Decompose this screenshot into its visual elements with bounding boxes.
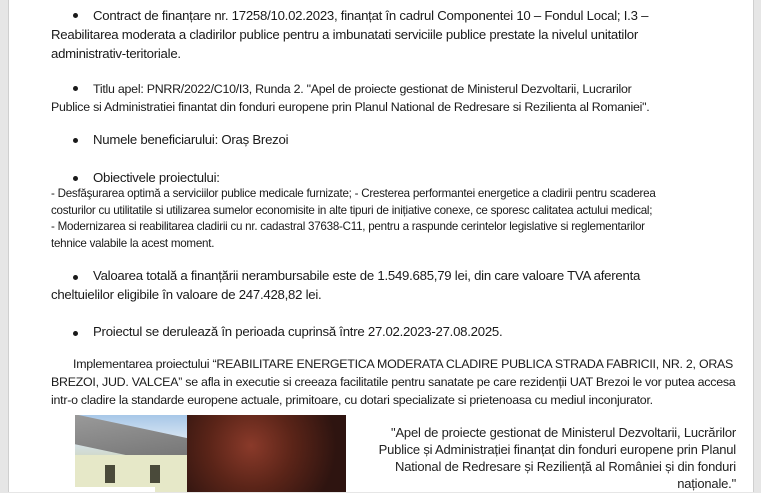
bullet-icon bbox=[73, 275, 78, 280]
contract-line-1: Contract de finanțare nr. 17258/10.02.2023, finanțat în cadrul Componentei 10 – Fondul Local; I.3 – bbox=[93, 8, 649, 23]
contract-line-2: Reabilitarea moderata a cladirilor publice pentru a imbunatati serviciile publice prestate la nivelul unitatilor bbox=[51, 27, 639, 42]
bullet-icon bbox=[73, 331, 78, 336]
building-photo bbox=[75, 415, 346, 492]
obiective-line-1: - Desfăşurarea optimă a serviciilor publice medicale furnizate; - Cresterea performantei energetice a cladirii pentru scaderea bbox=[51, 187, 656, 200]
quote-line-2: Publice și Administrației finanțat din fonduri europene prin Planul bbox=[378, 442, 736, 457]
quote-line-3: National de Redresare și Reziliență al României și din fonduri bbox=[395, 459, 736, 474]
implementare-line-1: Implementarea proiectului “REABILITARE ENERGETICA MODERATA CLADIRE PUBLICA STRADA FABRICII, NR. 2, ORAS bbox=[73, 357, 734, 371]
obiective-line-3: - Modernizarea si reabilitarea cladirii cu nr. cadastral 37638-C11, pentru a raspunde cerintelor legislative si reglementarilor bbox=[51, 220, 645, 233]
valoare-line-2: cheltuielilor eligibile în valoare de 247.428,82 lei. bbox=[51, 287, 322, 302]
titlu-apel-line-1: Titlu apel: PNRR/2022/C10/I3, Runda 2. "Apel de proiecte gestionat de Ministerul Dezvoltarii, Lucrarilor bbox=[93, 82, 632, 96]
obiective-line-2: costurilor cu utilitatile si utilizarea sumelor economisite in alte tipuri de inițiative conexe, ce sporesc calitatea actului medical; bbox=[51, 204, 653, 217]
contract-line-3: administrativ-teritoriale. bbox=[51, 46, 181, 61]
obiective-heading: Obiectivele proiectului: bbox=[93, 170, 220, 185]
beneficiar: Numele beneficiarului: Oraș Brezoi bbox=[93, 132, 289, 147]
quote-line-1: "Apel de proiecte gestionat de Ministerul Dezvoltarii, Lucrărilor bbox=[391, 425, 736, 440]
valoare-line-1: Valoarea totală a finanțării nerambursabile este de 1.549.685,79 lei, din care valoare TVA aferenta bbox=[93, 268, 641, 283]
document-page bbox=[8, 0, 754, 492]
perioada: Proiectul se derulează în perioada cuprinsă între 27.02.2023-27.08.2025. bbox=[93, 324, 503, 339]
obiective-line-4: tehnice valabile la acest moment. bbox=[51, 237, 215, 250]
bullet-icon bbox=[73, 13, 78, 18]
titlu-apel-line-2: Publice si Administratiei finantat din fonduri europene prin Planul National de Redresare si Rezilienta al Romaniei". bbox=[51, 100, 650, 114]
bullet-icon bbox=[73, 86, 78, 91]
implementare-line-2: BREZOI, JUD. VALCEA” se afla in executie si creeaza facilitatile pentru sanatate pe care rezidenții UAT Brezoi le vor putea accesa bbox=[51, 375, 736, 389]
quote-line-4: naționale." bbox=[677, 476, 736, 491]
bullet-icon bbox=[73, 138, 78, 143]
bullet-icon bbox=[73, 176, 78, 181]
implementare-line-3: intr-o cladire la standarde europene actuale, primitoare, cu dotari specializate si prietenoasa cu mediul inconjurator. bbox=[51, 393, 653, 407]
